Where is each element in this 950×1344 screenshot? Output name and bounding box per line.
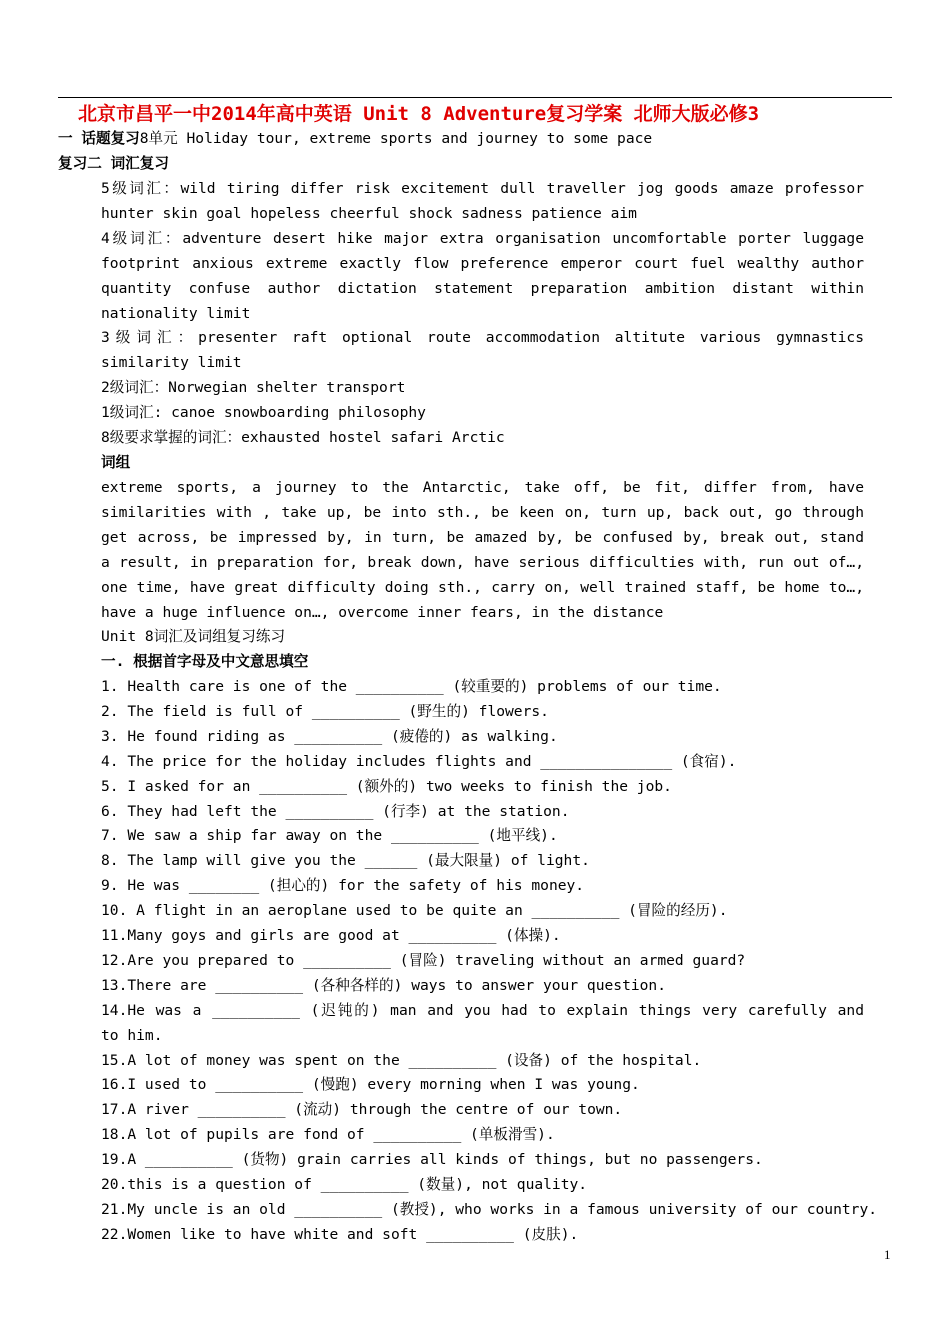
vocab-line: footprint anxious extreme exactly flow preference emperor court fuel wealthy author (101, 254, 864, 272)
document-title: 北京市昌平一中2014年高中英语 Unit 8 Adventure复习学案 北师大版必修3 (78, 103, 760, 125)
phrase-line: have a huge influence on…, overcome inner fears, in the distance (101, 603, 664, 621)
header-rule (58, 97, 892, 98)
exercise-item: 16.I used to __________ (慢跑) every morning when I was young. (101, 1076, 640, 1094)
exercise-item: 21.My uncle is an old __________ (教授), who works in a famous university of our country. (101, 1200, 878, 1218)
section1-line (58, 126, 652, 151)
exercise-item: 4. The price for the holiday includes flights and _______________ (食宿). (101, 752, 737, 770)
exercise-item: 8. The lamp will give you the ______ (最大限量) of light. (101, 852, 590, 870)
vocab-line: hunter skin goal hopeless cheerful shock sadness patience aim (101, 204, 637, 222)
phrase-line: get across, be impressed by, in turn, be amazed by, be confused by, break out, stand (101, 528, 864, 546)
page-number: 1 (884, 1247, 891, 1262)
phrases-heading: 词组 (101, 454, 131, 471)
exercise-title: Unit 8词汇及词组复习练习 (101, 628, 286, 645)
vocab-line: 1级词汇: canoe snowboarding philosophy (101, 404, 426, 422)
exercise-item: 13.There are __________ (各种各样的) ways to answer your question. (101, 976, 666, 994)
vocab-line: 5级词汇：wild tiring differ risk excitement dull traveller jog goods amaze professor (101, 180, 864, 197)
exercise-item: 19.A __________ (货物) grain carries all kinds of things, but no passengers. (101, 1151, 763, 1169)
exercise-item: 7. We saw a ship far away on the __________ (地平线). (101, 827, 558, 845)
vocab-line: 2级词汇：Norwegian shelter transport (101, 379, 406, 397)
exercise-item: to him. (101, 1026, 163, 1044)
phrase-line: extreme sports, a journey to the Antarctic, take off, be fit, differ from, have (101, 479, 864, 496)
exercise-item: 14.He was a __________ (迟钝的) man and you had to explain things very carefully and (101, 1001, 864, 1019)
phrase-line: a result, in preparation for, break down, have serious difficulties with, run out of…, (101, 553, 864, 571)
exercise-heading: 一. 根据首字母及中文意思填空 (101, 653, 309, 670)
section1-text: 8单元 Holiday tour, extreme sports and journey to some pace (139, 130, 653, 147)
exercise-item: 2. The field is full of __________ (野生的) flowers. (101, 702, 549, 720)
exercise-item: 9. He was ________ (担心的) for the safety of his money. (101, 877, 585, 895)
vocab-line: 3级词汇：presenter raft optional route accommodation altitute various gymnastics (101, 329, 864, 347)
exercise-item: 15.A lot of money was spent on the __________ (设备) of the hospital. (101, 1051, 702, 1069)
section2-heading: 复习二 词汇复习 (58, 155, 169, 172)
vocab-line: 4级词汇：adventure desert hike major extra organisation uncomfortable porter luggage (101, 229, 864, 247)
exercise-item: 6. They had left the __________ (行李) at the station. (101, 802, 570, 820)
section1-heading: 一 话题复习 (58, 130, 140, 147)
vocab-line: quantity confuse author dictation statement preparation ambition distant within (101, 279, 864, 297)
exercise-item: 5. I asked for an __________ (额外的) two weeks to finish the job. (101, 777, 672, 795)
exercise-item: 11.Many goys and girls are good at __________ (体操). (101, 927, 561, 944)
exercise-item: 10. A flight in an aeroplane used to be quite an __________ (冒险的经历). (101, 902, 728, 920)
exercise-item: 3. He found riding as __________ (疲倦的) as walking. (101, 727, 558, 745)
phrase-line: similarities with , take up, be into sth., be keen on, turn up, back out, go through (101, 503, 864, 521)
exercise-item: 22.Women like to have white and soft __________ (皮肤). (101, 1225, 579, 1243)
exercise-item: 18.A lot of pupils are fond of __________ (单板滑雪). (101, 1126, 555, 1144)
exercise-item: 12.Are you prepared to __________ (冒险) traveling without an armed guard? (101, 951, 746, 969)
exercise-item: 17.A river __________ (流动) through the centre of our town. (101, 1101, 623, 1119)
vocab-line: similarity limit (101, 354, 242, 372)
vocab-line: 8级要求掌握的词汇：exhausted hostel safari Arctic (101, 429, 505, 446)
vocab-line: nationality limit (101, 304, 251, 322)
phrase-line: one time, have great difficulty doing sth., carry on, well trained staff, be home to…, (101, 578, 864, 596)
exercise-item: 20.this is a question of __________ (数量), not quality. (101, 1176, 588, 1193)
exercise-item: 1. Health care is one of the __________ (较重要的) problems of our time. (101, 678, 722, 695)
